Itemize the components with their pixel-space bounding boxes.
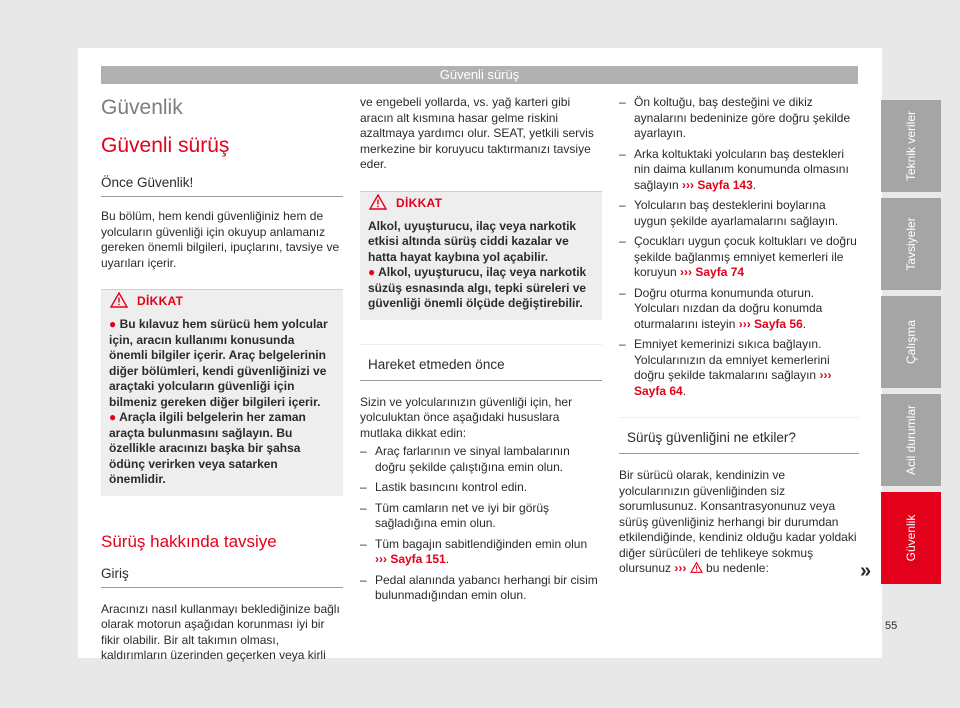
page-reference-link[interactable]: ››› Sayfa 74 (680, 265, 745, 279)
section-heading-before-driving: Hareket etmeden önce (360, 344, 602, 381)
warning-body (360, 214, 602, 320)
warning-reference-link[interactable]: ››› (674, 561, 702, 575)
safety-factors-paragraph: Bir sürücü olarak, kendinizin ve yolcularınızın güvenliğinden siz sorumlusunuz. Konsantrasyonunuz veya sürüş güvenliğiniz herhangi bir durumdan etkilendiğinde, kendiniz olduğu kadar yoldaki diğer sürücüleri de tehlikeye sokmuş olursunuz ››› bu nedenle: (619, 468, 857, 575)
list-item: – Doğru oturma konumunda oturun. Yolcuları nızdan da doğru konumda oturmalarını isteyin ››› Sayfa 56. (619, 286, 859, 333)
list-item: – Emniyet kemerinizi sıkıca bağlayın. Yolcularınızın da emniyet kemerlerini doğru şekilde takmalarını sağlayın ››› Sayfa 64. (619, 337, 859, 399)
warning-box (360, 191, 602, 320)
before-driving-intro: Sizin ve yolcularınızın güvenliği için, her yolculuktan önce aşağıdaki hususlara mutlaka dikkat edin: (360, 394, 573, 440)
continued-arrow-icon: » (860, 560, 872, 582)
list-item: – Tüm camların net ve iyi bir görüş sağladığına emin olun. (360, 501, 602, 532)
section-title-main: Güvenli sürüş (101, 134, 230, 157)
column-1 (101, 95, 343, 664)
page-reference-link[interactable]: ››› Sayfa 64 (634, 368, 832, 398)
warning-header (101, 289, 343, 312)
checklist (619, 95, 859, 399)
giris-paragraph: Aracınızı nasıl kullanmayı beklediğinize bağlı olarak motorun aşağıdan korunması iyi bir fikir olabilir. Bir alt takımın olması, kaldırımların üzerinden geçerken veya kirli (101, 601, 340, 662)
tab-recommendations[interactable]: Tavsiyeler (881, 198, 941, 290)
chapter-title: Güvenlik (101, 96, 183, 119)
list-item: – Çocukları uygun çocuk koltukları ve doğru şekilde bağlanmış emniyet kemerleri ile koruyun ››› Sayfa 74 (619, 234, 859, 281)
warning-triangle-icon (110, 292, 128, 308)
tab-operation[interactable]: Çalışma (881, 296, 941, 388)
page-reference-link[interactable]: ››› Sayfa 56 (738, 316, 803, 331)
tab-safety[interactable]: Güvenlik (881, 492, 941, 584)
list-item: – Yolcuların baş desteklerini boylarına uygun şekilde ayarlamalarını sağlayın. (619, 198, 859, 229)
section-heading-safety-factors: Sürüş güvenliğini ne etkiler? (619, 417, 859, 454)
warning-item: ● Bu kılavuz hem sürücü hem yolcular için, aracın kullanımı konusunda önemli bilgiler içerir. Araç belgelerinin diğer bölümleri, kendi güvenliğinizi ve araçtaki yolcuların güvenliği için bilmeniz gereken diğer bilgileri içerir. (109, 317, 328, 409)
checklist (360, 444, 602, 604)
warning-intro: Alkol, uyuşturucu, ilaç veya narkotik etkisi altında sürüş ciddi kazalar ve hatta hayat kaybına yol açabilir. (368, 218, 577, 264)
page-reference-link[interactable]: ››› Sayfa 151 (375, 552, 446, 566)
warning-triangle-icon (690, 562, 703, 573)
tab-technical-data[interactable]: Teknik veriler (881, 100, 941, 192)
list-item: – Tüm bagajın sabitlendiğinden emin olun ››› Sayfa 151. (360, 537, 602, 568)
tab-emergencies[interactable]: Acil durumlar (881, 394, 941, 486)
subheading: Önce Güvenlik! (101, 175, 343, 197)
intro-paragraph: Bu bölüm, hem kendi güvenliğiniz hem de yolcuların güvenliği için okuyup anlamanız gereken önemli bilgileri, ipuçlarını, tavsiye ve uyarıları içerir. (101, 209, 340, 270)
page-reference-link[interactable]: ››› Sayfa 143 (682, 177, 753, 192)
list-item: – Pedal alanında yabancı herhangi bir cisim bulunmadığından emin olun. (360, 573, 602, 604)
section-heading-tips: Sürüş hakkında tavsiye (101, 531, 277, 551)
warning-header (360, 191, 602, 214)
continued-paragraph: ve engebeli yollarda, vs. yağ karteri gibi aracın alt kısmına hasar gelme riskini azaltmaya yardımcı olur. SEAT, yetkili servis merkezine bir koruyucu taktırmanızı tavsiye eder. (360, 95, 594, 171)
page-number: 55 (885, 620, 898, 632)
column-3 (619, 95, 859, 577)
warning-triangle-icon (369, 194, 387, 210)
warning-body (101, 312, 343, 496)
list-item: – Ön koltuğu, baş desteğini ve dikiz aynalarını bedeninize göre doğru şekilde ayarlayın. (619, 95, 859, 142)
list-item: – Araç farlarının ve sinyal lambalarının doğru şekilde çalıştığına emin olun. (360, 444, 602, 475)
warning-label: DİKKAT (137, 294, 184, 308)
subheading-giris: Giriş (101, 566, 343, 588)
warning-box (101, 289, 343, 496)
list-item: – Lastik basıncını kontrol edin. (360, 480, 602, 496)
list-item: – Arka koltuktaki yolcuların baş destekleri nin daima kullanım konumunda olmasını sağlayın ››› Sayfa 143. (619, 147, 859, 194)
running-header: Güvenli sürüş (101, 66, 858, 84)
column-2 (360, 95, 602, 609)
warning-item: ● Araçla ilgili belgelerin her zaman araçta bulunmasını sağlayın. Bu özellikle aracınızı başka bir şahsa ödünç verirken veya satarken önemlidir. (109, 410, 306, 486)
warning-label: DİKKAT (396, 195, 443, 210)
warning-item: ● Alkol, uyuşturucu, ilaç veya narkotik süzüş esnasında algı, tepki süreleri ve güvenliği önemli ölçüde değiştirebilir. (368, 265, 587, 310)
